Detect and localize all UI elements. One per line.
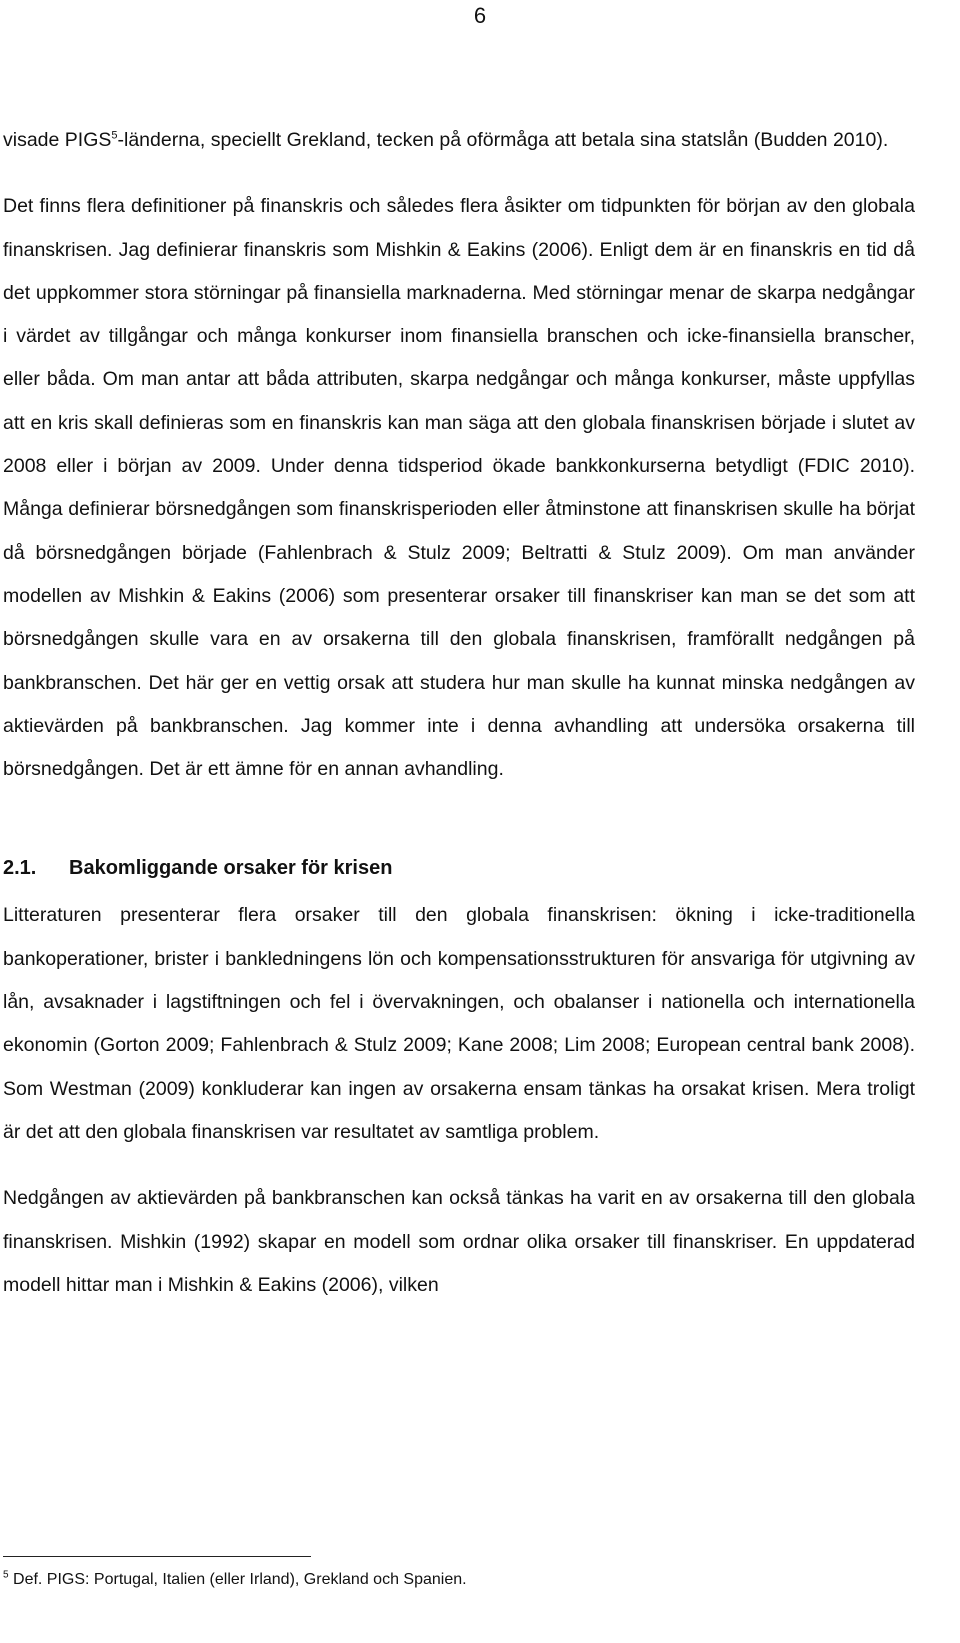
document-body — [3, 119, 915, 1307]
section-title: Bakomliggande orsaker för krisen — [69, 857, 393, 880]
paragraph-1-text-end: -länderna, speciellt Grekland, tecken på oförmåga att betala sina statslån (Budden 2010). — [117, 129, 889, 151]
paragraph-3: Litteraturen presenterar flera orsaker till den globala finanskrisen: ökning i icke-traditionella bankoperationer, brister i bankledningens lön och kompensationsstrukturen för ansvariga för utgivning av lån, avsaknader i lagstiftningen och fel i övervakningen, och obalanser i nationella och internationella ekonomin (Gorton 2009; Fahlenbrach & Stulz 2009; Kane 2008; Lim 2008; European central bank 2008). Som Westman (2009) konkluderar kan ingen av orsakerna ensam tänkas ha orsakat krisen. Mera troligt är det att den globala finanskrisen var resultatet av samtliga problem. — [3, 904, 915, 1143]
footnote-text: Def. PIGS: Portugal, Italien (eller Irland), Grekland och Spanien. — [8, 1571, 467, 1588]
page-number: 6 — [473, 3, 487, 28]
section-number: 2.1. — [3, 857, 37, 880]
paragraph-2: Det finns flera definitioner på finanskris och således flera åsikter om tidpunkten för början av den globala finanskrisen. Jag definierar finanskris som Mishkin & Eakins (2006). Enligt dem är en finanskris en tid då det uppkommer stora störningar på finansiella marknaderna. Med störningar menar de skarpa nedgångar i värdet av tillgångar och många konkurser inom finansiella branschen och icke-finansiella branscher, eller båda. Om man antar att båda attributen, skarpa nedgångar och många konkurser, måste uppfyllas att en kris skall definieras som en finanskris kan man säga att den globala finanskrisen började i slutet av 2008 eller i början av 2009. Under denna tidsperiod ökade bankkonkurserna betydligt (FDIC 2010). Många definierar börsnedgången som finanskrisperioden eller åtminstone att finanskrisen skulle ha börjat då börsnedgången började (Fahlenbrach & Stulz 2009; Beltratti & Stulz 2009). Om man använder modellen av Mishkin & Eakins (2006) som presenterar orsaker till finanskriser kan man se det som att börsnedgången skulle vara en av orsakerna till den globala finanskrisen, framförallt nedgången på bankbranschen. Det här ger en vettig orsak att studera hur man skulle ha kunnat minska nedgången av aktievärden på bankbranschen. Jag kommer inte i denna avhandling att undersöka orsakerna till börsnedgången. Det är ett ämne för en annan avhandling. — [3, 195, 915, 781]
paragraph-1 — [3, 119, 915, 162]
footnote-mark: 5 — [3, 1569, 9, 1581]
paragraph-4: Nedgången av aktievärden på bankbranschen kan också tänkas ha varit en av orsakerna till den globala finanskrisen. Mishkin (1992) skapar en modell som ordnar olika orsaker till finanskriser. En uppdaterad modell hittar man i Mishkin & Eakins (2006), vilken — [3, 1187, 915, 1296]
paragraph-1-text-start: visade PIGS — [3, 129, 112, 151]
section-heading — [3, 847, 915, 890]
footnote-divider — [3, 1556, 311, 1557]
footnote-reference: 5 — [111, 129, 118, 142]
footnote — [3, 1569, 915, 1591]
